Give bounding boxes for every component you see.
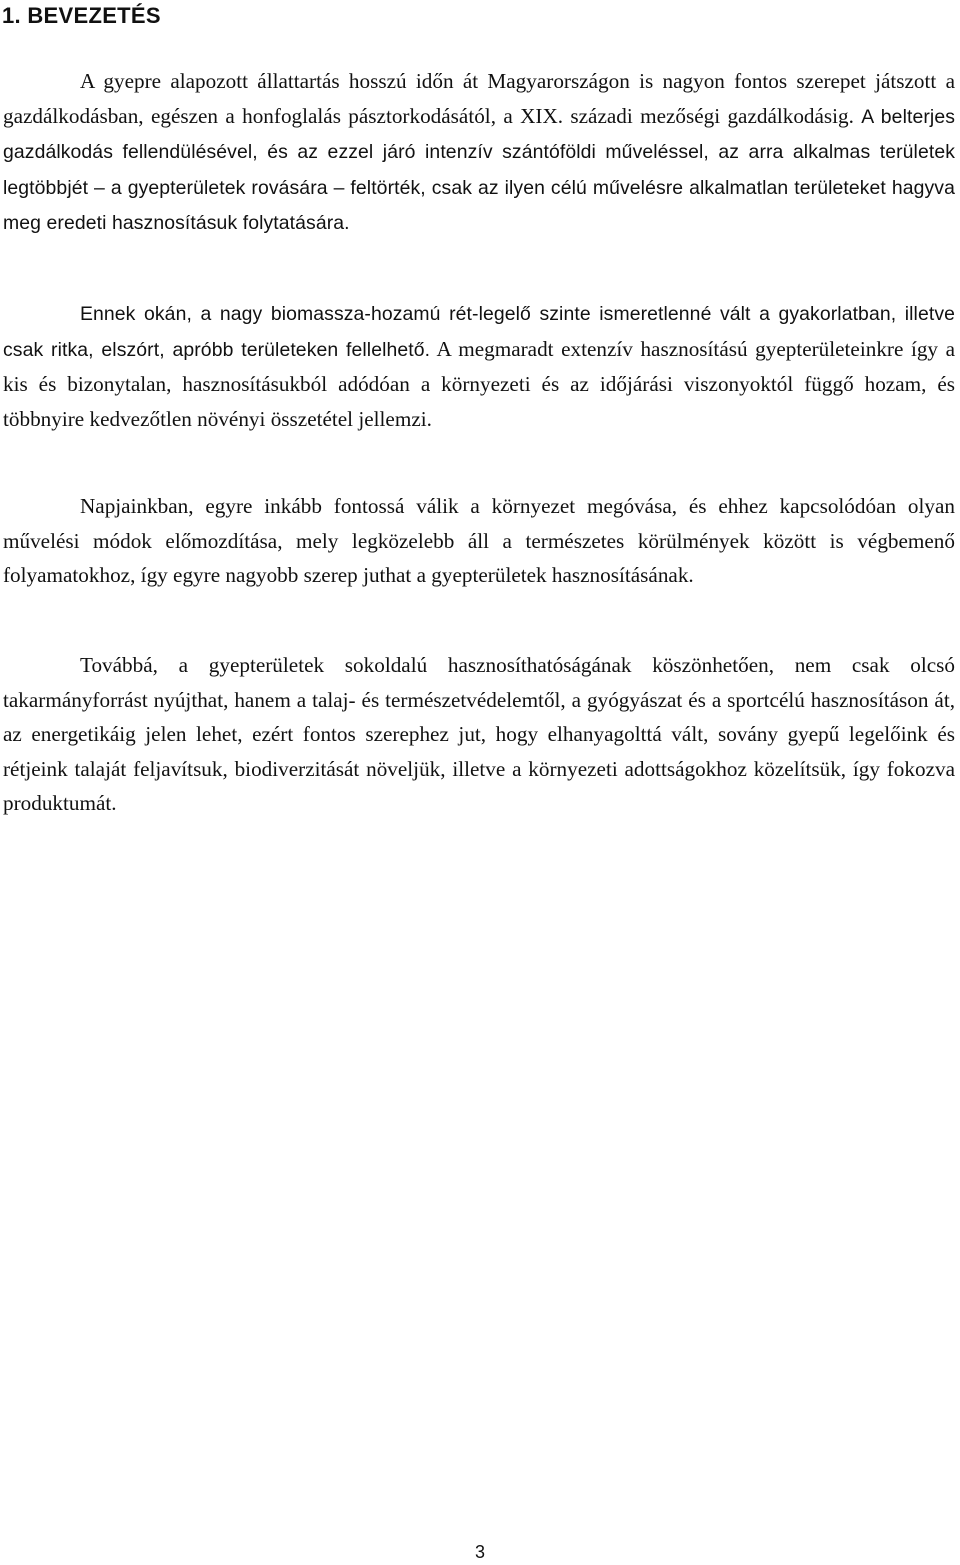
paragraph-3: Napjainkban, egyre inkább fontossá válik a környezet megóvása, és ehhez kapcsolódóan olyan művelési módok előmozdítása, mely legközelebb áll a természetes körülmények között is végbemenő folyamatokhoz, így egyre nagyobb szerep juthat a gyepterületek hasznosításának.: [3, 494, 955, 588]
paragraph-1-part-2: A belterjes gazdálkodás fellendülésével, és az ezzel járó intenzív szántóföldi műveléssel, az arra alkalmas területek legtöbbjét – a gyepterületek rovására – feltörték, csak az ilyen célú művelésre alkalmatlan területeket hagyva meg eredeti hasznosításuk folytatására.: [3, 105, 955, 235]
paragraph-1-part-1: A gyepre alapozott állattartás hosszú időn át Magyarországon is nagyon fontos szerepet játszott a gazdálkodásban, egészen a honfoglalás pásztorkodásától, a XIX. századi mezőségi gazdálkodásig.: [3, 69, 955, 128]
paragraph-2: [3, 296, 955, 436]
paragraph-2-part-2: A megmaradt extenzív hasznosítású gyepterületeinkre így a kis és bizonytalan, hasznosításukból adódóan a környezeti és az időjárási viszonyoktól függő hozam, és többnyire kedvezőtlen növényi összetétel jellemzi.: [3, 336, 955, 431]
section-heading: 1. BEVEZETÉS: [2, 3, 161, 28]
paragraph-2-part-1: Ennek okán, a nagy biomassza-hozamú rét-legelő szinte ismeretlenné vált a gyakorlatban, illetve csak ritka, elszórt, apróbb területeken fellelhető.: [3, 303, 955, 361]
paragraph-1: [3, 64, 955, 241]
page-number: 3: [474, 1542, 485, 1562]
paragraph-4: Továbbá, a gyepterületek sokoldalú hasznosíthatóságának köszönhetően, nem csak olcsó takarmányforrást nyújthat, hanem a talaj- és természetvédelemtől, a gyógyászat és a sportcélú hasznosításon át, az energetikáig jelen lehet, ezért fontos szerephez jut, hogy elhanyagolttá vált, sovány gyepű legelőink és rétjeink talaját feljavítsuk, biodiverzitását növeljük, illetve a környezeti adottságokhoz közelítsük, így fokozva produktumát.: [3, 653, 955, 816]
